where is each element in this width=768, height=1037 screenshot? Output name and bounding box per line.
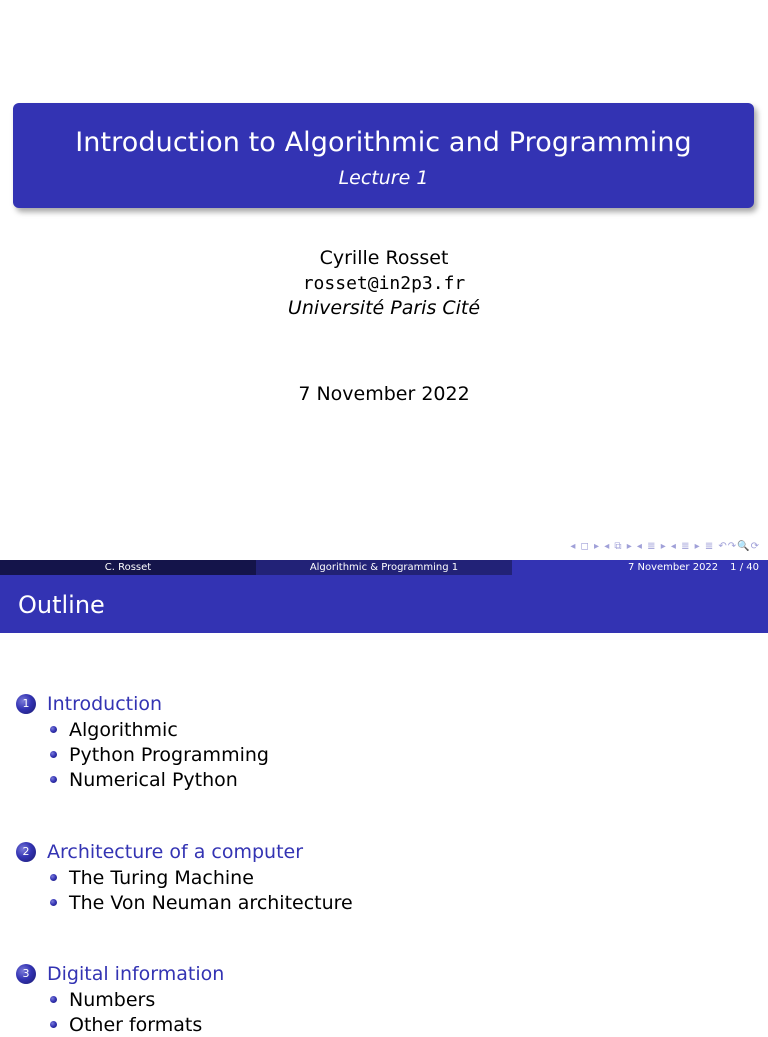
section-title-introduction[interactable]: Introduction (47, 693, 163, 715)
list-item[interactable] (50, 865, 353, 890)
list-item[interactable] (50, 890, 353, 915)
author-institution: Université Paris Cité (287, 297, 481, 319)
list-item[interactable] (50, 717, 269, 742)
footer-date: 7 November 2022 (627, 562, 719, 573)
footer-bar (0, 560, 768, 575)
subsection-label: Other formats (69, 1013, 203, 1036)
section-title-architecture[interactable]: Architecture of a computer (47, 841, 304, 863)
presentation-date: 7 November 2022 (298, 383, 470, 405)
list-item[interactable] (50, 987, 224, 1012)
author-block (0, 246, 768, 321)
subsection-label: Algorithmic (69, 718, 178, 741)
section-number-ball: 1 (16, 694, 36, 714)
subsection-label: The Turing Machine (69, 866, 254, 889)
subsection-label: Numbers (69, 988, 156, 1011)
bullet-icon (50, 899, 57, 906)
bullet-icon (50, 776, 57, 783)
section-number-ball: 3 (16, 964, 36, 984)
outline-title: Outline (18, 591, 105, 619)
subsection-label: Numerical Python (69, 768, 238, 791)
bullet-icon (50, 874, 57, 881)
author-name: Cyrille Rosset (319, 247, 449, 269)
outline-slide (0, 575, 768, 1036)
author-email: rosset@in2p3.fr (302, 273, 466, 294)
title-box (13, 103, 754, 208)
subsection-label: The Von Neuman architecture (69, 891, 353, 914)
bullet-icon (50, 751, 57, 758)
list-item[interactable] (50, 742, 269, 767)
outline-section-2[interactable] (16, 840, 353, 915)
list-item[interactable] (50, 1012, 224, 1037)
presentation-subtitle: Lecture 1 (338, 167, 429, 189)
footer-author: C. Rosset (0, 560, 256, 575)
footer-page-number: 1 / 40 (730, 562, 759, 573)
bullet-icon (50, 1021, 57, 1028)
section-title-digital-information[interactable]: Digital information (47, 963, 225, 985)
footer-title: Algorithmic & Programming 1 (256, 560, 512, 575)
footer-date-page (512, 560, 768, 575)
outline-header (0, 575, 768, 633)
section-number-ball: 2 (16, 842, 36, 862)
subsection-label: Python Programming (69, 743, 269, 766)
bullet-icon (50, 996, 57, 1003)
presentation-title: Introduction to Algorithmic and Programming (75, 127, 692, 158)
bullet-icon (50, 726, 57, 733)
beamer-navigation-icons[interactable]: ◂ ◻ ▸ ◂ ⧉ ▸ ◂ ≣ ▸ ◂ ≣ ▸ ≣ ↶↷🔍⟳ (570, 541, 760, 552)
outline-section-1[interactable] (16, 692, 269, 792)
list-item[interactable] (50, 767, 269, 792)
outline-section-3[interactable] (16, 962, 224, 1037)
